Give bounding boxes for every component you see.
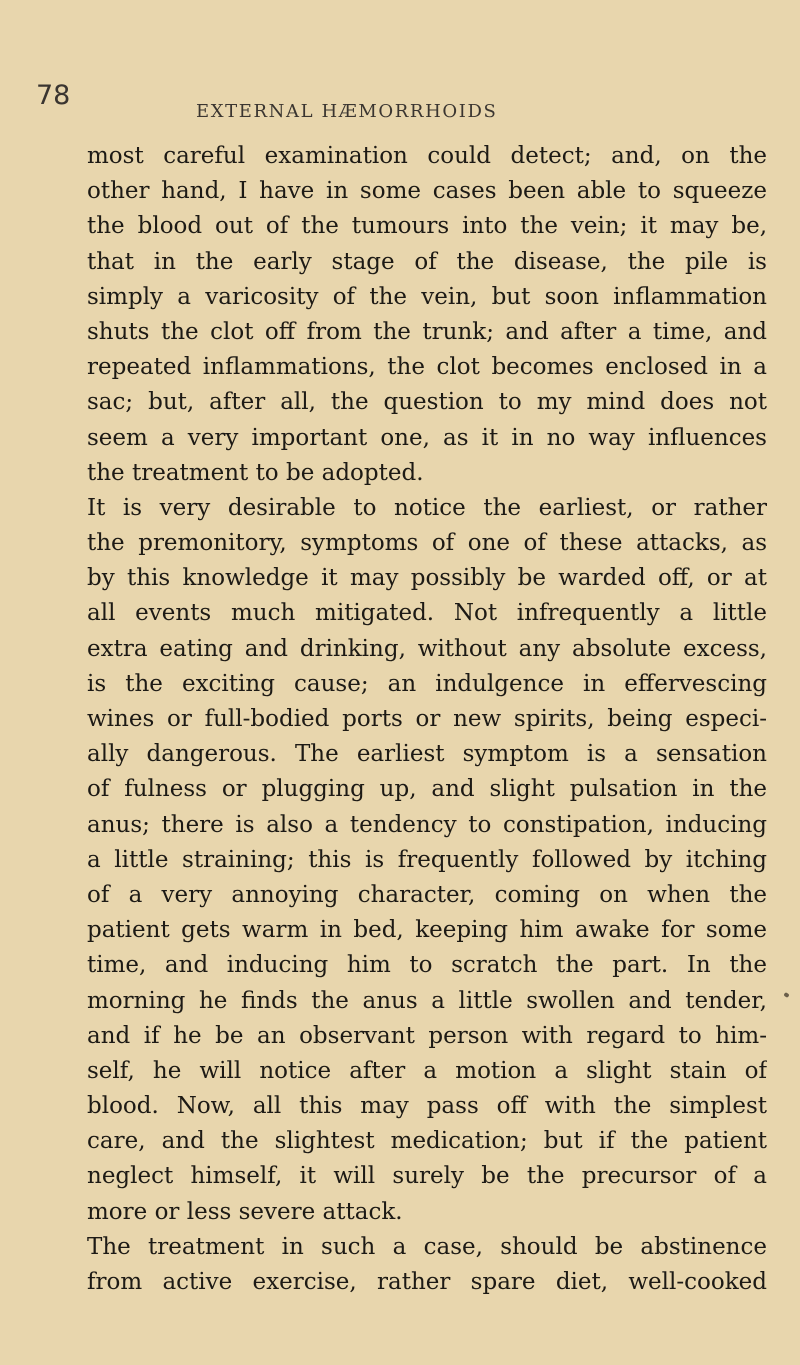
running-head: EXTERNAL HÆMORRHOIDS bbox=[196, 101, 498, 122]
text-line: most careful examination could detect; and, on the bbox=[87, 143, 767, 169]
text-line: the blood out of the tumours into the vein; it may be, bbox=[87, 213, 767, 240]
text-line: from active exercise, rather spare diet, well-cooked bbox=[87, 1269, 767, 1295]
text-line: neglect himself, it will surely be the precursor of a bbox=[87, 1163, 767, 1190]
page-number: 78 bbox=[36, 80, 71, 111]
text-line: that in the early stage of the disease, the pile is bbox=[87, 248, 767, 275]
text-line: seem a very important one, as it in no way influences bbox=[87, 424, 767, 451]
text-line: patient gets warm in bed, keeping him awake for some bbox=[87, 917, 767, 944]
text-line-paragraph-start: The treatment in such a case, should be abstinence bbox=[87, 1233, 767, 1260]
text-line: other hand, I have in some cases been able to squeeze bbox=[87, 178, 767, 205]
paper-speck bbox=[783, 992, 789, 998]
text-line: care, and the slightest medication; but if the patient bbox=[87, 1128, 767, 1155]
text-line: blood. Now, all this may pass off with the simplest bbox=[87, 1093, 767, 1120]
text-line: the premonitory, symptoms of one of these attacks, as bbox=[87, 530, 767, 557]
text-line: wines or full-bodied ports or new spirits, being especi- bbox=[87, 706, 767, 732]
text-line: morning he finds the anus a little swollen and tender, bbox=[87, 987, 767, 1014]
text-line: anus; there is also a tendency to constipation, inducing bbox=[87, 811, 767, 838]
text-line: shuts the clot off from the trunk; and after a time, and bbox=[87, 318, 767, 345]
text-line-paragraph-end: more or less severe attack. bbox=[87, 1198, 403, 1225]
text-line: time, and inducing him to scratch the part. In the bbox=[87, 952, 767, 979]
text-line-paragraph-end: the treatment to be adopted. bbox=[87, 459, 424, 486]
text-line: extra eating and drinking, without any absolute excess, bbox=[87, 635, 767, 662]
text-line: by this knowledge it may possibly be warded off, or at bbox=[87, 565, 767, 592]
text-line-paragraph-start: It is very desirable to notice the earliest, or rather bbox=[87, 494, 767, 521]
text-line: ally dangerous. The earliest symptom is a sensation bbox=[87, 741, 767, 768]
text-line: of a very annoying character, coming on when the bbox=[87, 881, 767, 908]
text-line: all events much mitigated. Not infrequently a little bbox=[87, 600, 767, 627]
text-line: self, he will notice after a motion a slight stain of bbox=[87, 1057, 767, 1084]
text-line: sac; but, after all, the question to my mind does not bbox=[87, 389, 767, 416]
text-line: simply a varicosity of the vein, but soon inflammation bbox=[87, 283, 767, 310]
text-line: a little straining; this is frequently followed by itching bbox=[87, 846, 767, 873]
text-line: and if he be an observant person with regard to him- bbox=[87, 1022, 767, 1049]
text-line: repeated inflammations, the clot becomes enclosed in a bbox=[87, 354, 767, 381]
text-line: is the exciting cause; an indulgence in effervescing bbox=[87, 670, 767, 697]
text-line: of fulness or plugging up, and slight pulsation in the bbox=[87, 776, 767, 803]
body-text bbox=[87, 139, 767, 1300]
